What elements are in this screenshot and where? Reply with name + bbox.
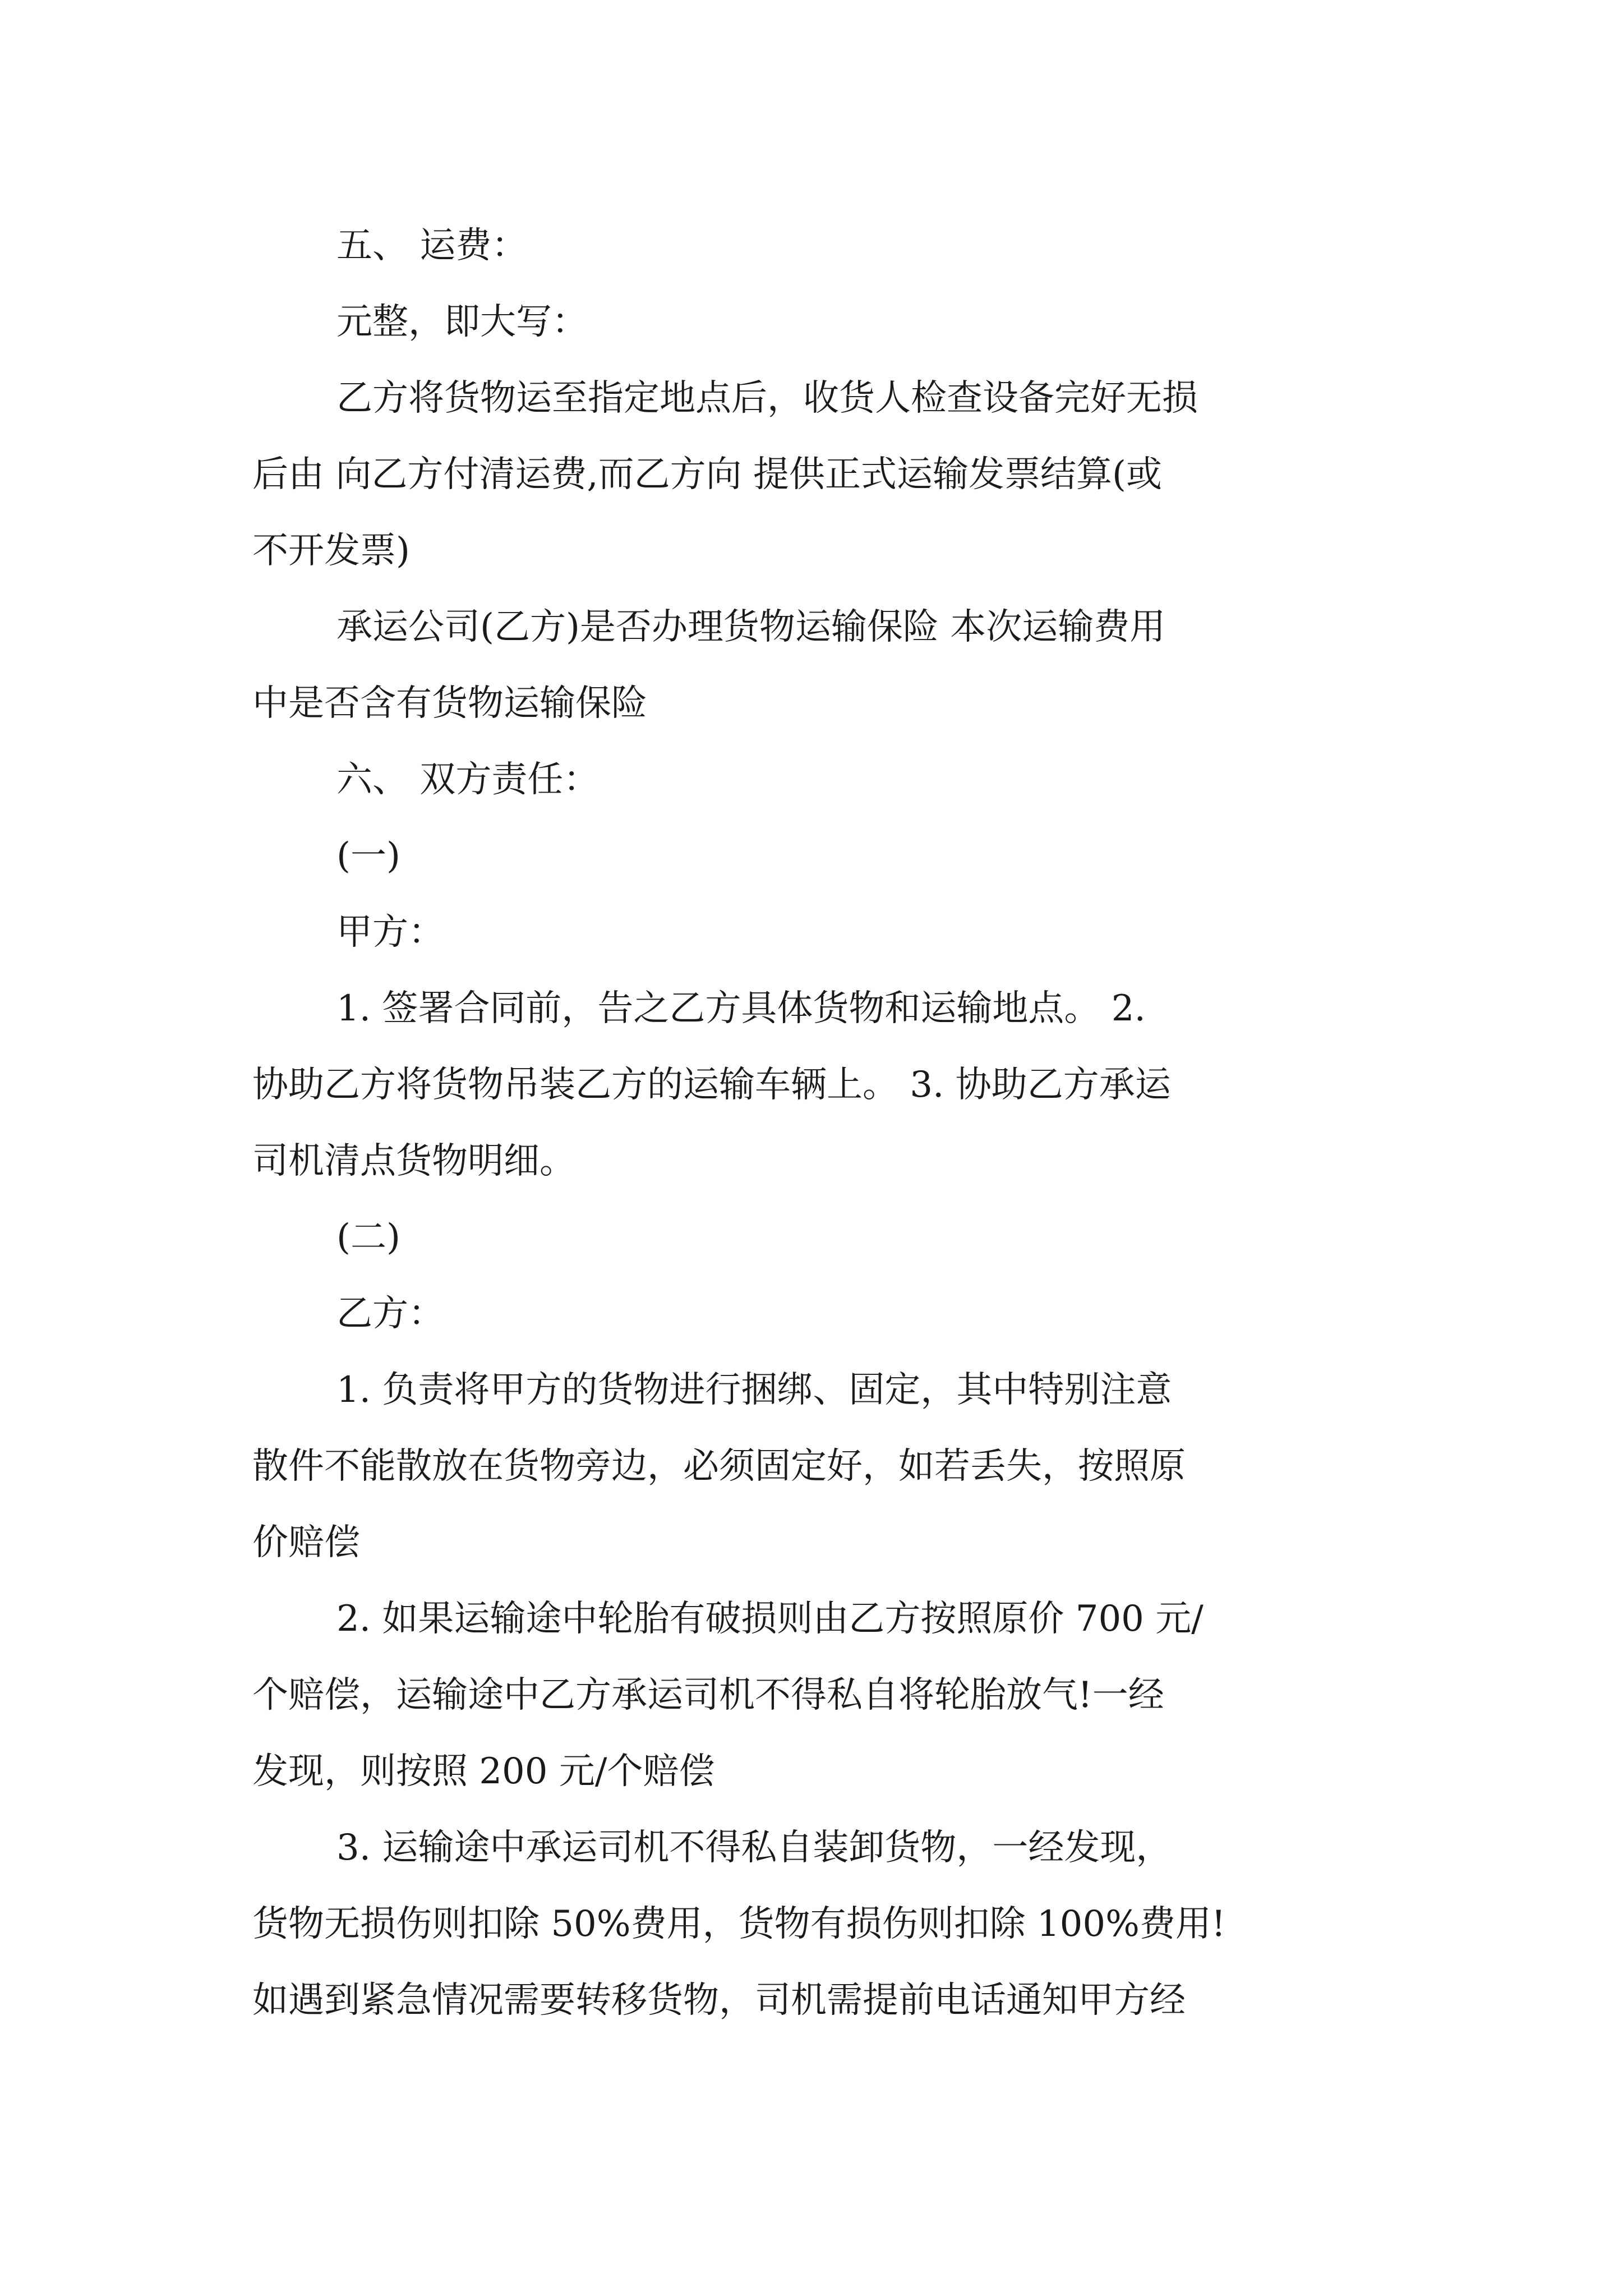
paragraph-line: 中是否含有货物运输保险 bbox=[252, 683, 647, 724]
party-b-heading: 乙方： bbox=[336, 1293, 444, 1335]
paragraph-line: 3. 运输途中承运司机不得私自装卸货物，一经发现， bbox=[336, 1827, 1172, 1869]
amount-line: 元整，即大写： bbox=[336, 301, 588, 343]
paragraph-line: 司机清点货物明细。 bbox=[252, 1140, 575, 1182]
paragraph-line: 1. 负责将甲方的货物进行捆绑、固定，其中特别注意 bbox=[336, 1369, 1172, 1411]
paragraph-line: 乙方将货物运至指定地点后，收货人检查设备完好无损 bbox=[336, 378, 1198, 419]
paragraph-line: 不开发票) bbox=[252, 530, 410, 572]
paragraph-line: 如遇到紧急情况需要转移货物，司机需提前电话通知甲方经 bbox=[252, 1980, 1186, 2021]
paragraph-line: 发现，则按照 200 元/个赔偿 bbox=[252, 1751, 715, 1792]
paragraph-line: 2. 如果运输途中轮胎有破损则由乙方按照原价 700 元/ bbox=[336, 1598, 1204, 1640]
paragraph-line: 后由 向乙方付清运费,而乙方向 提供正式运输发票结算(或 bbox=[252, 454, 1162, 495]
paragraph-line: 货物无损伤则扣除 50%费用，货物有损伤则扣除 100%费用! bbox=[252, 1903, 1226, 1945]
section-five-heading: 五、 运费： bbox=[336, 225, 528, 266]
paragraph-line: 承运公司(乙方)是否办理货物运输保险 本次运输费用 bbox=[336, 606, 1166, 648]
party-a-heading: 甲方： bbox=[336, 912, 444, 953]
paragraph-line: 协助乙方将货物吊装乙方的运输车辆上。 3. 协助乙方承运 bbox=[252, 1064, 1171, 1106]
paragraph-line: 价赔偿 bbox=[252, 1522, 360, 1563]
subsection-heading: (一) bbox=[336, 835, 400, 877]
paragraph-line: 个赔偿，运输途中乙方承运司机不得私自将轮胎放气!一经 bbox=[252, 1674, 1164, 1716]
paragraph-line: 散件不能散放在货物旁边，必须固定好，如若丢失，按照原 bbox=[252, 1446, 1186, 1487]
paragraph-line: 1. 签署合同前，告之乙方具体货物和运输地点。 2. bbox=[336, 988, 1146, 1029]
section-six-heading: 六、 双方责任： bbox=[336, 759, 600, 800]
subsection-heading: (二) bbox=[336, 1217, 400, 1258]
